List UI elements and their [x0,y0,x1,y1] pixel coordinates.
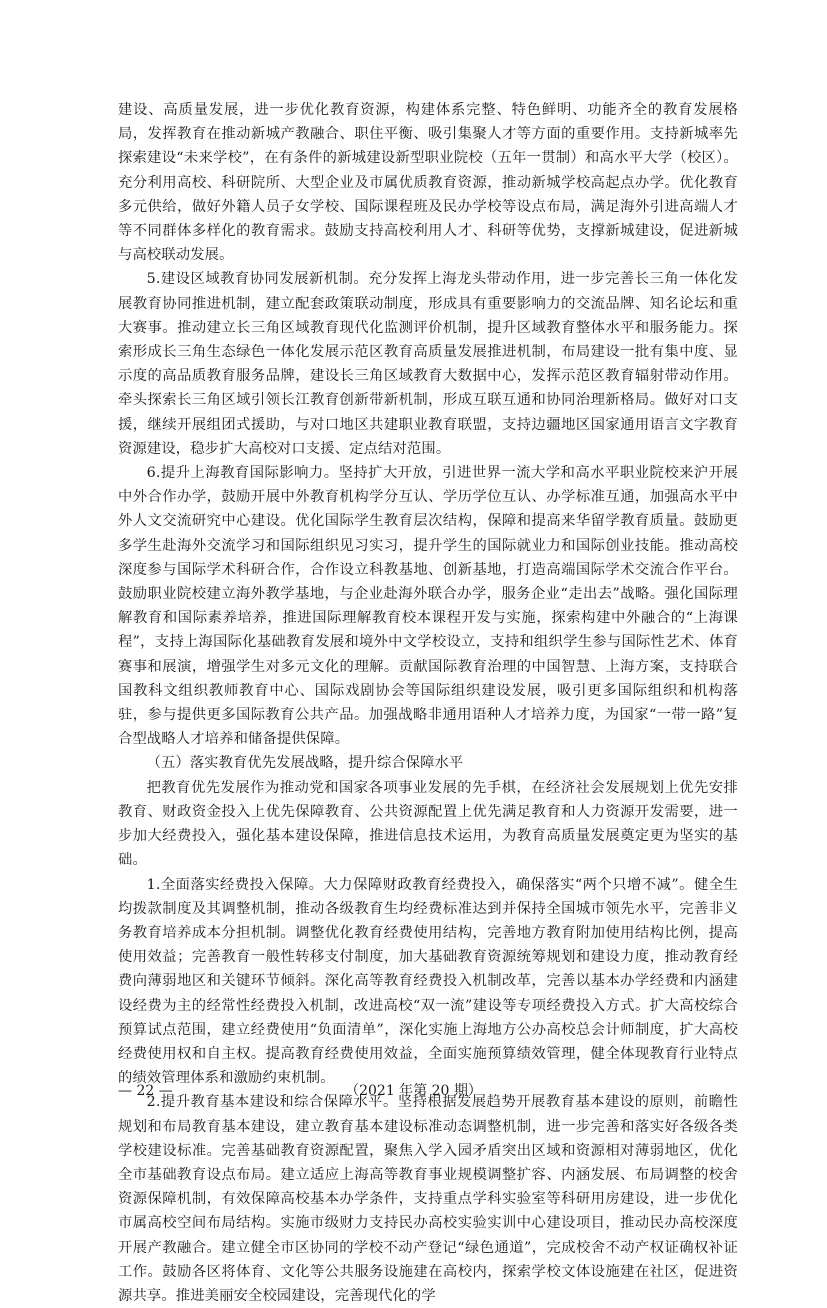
page-body [118,98,738,1308]
paragraph-item-1: 1.全面落实经费投入保障。大力保障财政教育经费投入，确保落实“两个只增不减”。健全生均拨款制度及其调整机制，推动各级教育生均经费标准达到并保持全国城市领先水平，完善非义务教育培养成本分担机制。调整优化教育经费使用结构，完善地方教育附加使用结构比例，提高使用效益；完善教育一般性转移支付制度，加大基础教育资源统筹规划和建设力度，推动教育经费向薄弱地区和关键环节倾斜。深化高等教育经费投入机制改革，完善以基本办学经费和内涵建设经费为主的经常性经费投入机制，改进高校“双一流”建设等专项经费投入方式。扩大高校综合预算试点范围，建立经费使用“负面清单”，深化实施上海地方公办高校总会计师制度，扩大高校经费使用权和自主权。提高教育经费使用效益，全面实施预算绩效管理，健全体现教育行业特点的绩效管理体系和激励约束机制。 [118,876,738,1087]
paragraph-continued: 建设、高质量发展，进一步优化教育资源，构建体系完整、特色鲜明、功能齐全的教育发展格局，发挥教育在推动新城产教融合、职住平衡、吸引集聚人才等方面的重要作用。支持新城率先探索建设“未来学校”，在有条件的新城建设新型职业院校（五年一贯制）和高水平大学（校区）。充分利用高校、科研院所、大型企业及市属优质教育资源，推动新城学校高起点办学。优化教育多元供给，做好外籍人员子女学校、国际课程班及民办学校等设点布局，满足海外引进高端人才等不同群体多样化的教育需求。鼓励支持高校利用人才、科研等优势，支撑新城建设，促进新城与高校联动发展。 [118,102,738,264]
section-heading: （五）落实教育优先发展战略，提升综合保障水平 [146,755,464,772]
page-number: — 22 — [118,1083,173,1099]
paragraph-item-6: 6.提升上海教育国际影响力。坚持扩大开放，引进世界一流大学和高水平职业院校来沪开展中外合作办学，鼓励开展中外教育机构学分互认、学历学位互认、办学标准互通，加强高水平中外人文交流研究中心建设。优化国际学生教育层次结构，保障和提高来华留学教育质量。鼓励更多学生赴海外交流学习和国际组织见习实习，提升学生的国际就业力和国际创业技能。推动高校深度参与国际学术科研合作，合作设立科教基地、创新基地，打造高端国际学术交流合作平台。鼓励职业院校建立海外教学基地，与企业赴海外联合办学，服务企业“走出去”战略。强化国际理解教育和国际素养培养，推进国际理解教育校本课程开发与实施，探索构建中外融合的“上海课程”，支持上海国际化基础教育发展和境外中文学校设立，支持和组织学生参与国际性艺术、体育赛事和展演，增强学生对多元文化的理解。贡献国际教育治理的中国智慧、上海方案，支持联合国教科文组织教师教育中心、国际戏剧协会等国际组织建设发展，吸引更多国际组织和机构落驻，参与提供更多国际教育公共产品。加强战略非通用语种人才培养力度，为国家“一带一路”复合型战略人才培养和储备提供保障。 [118,465,738,748]
paragraph-section-intro: 把教育优先发展作为推动党和国家各项事业发展的先手棋，在经济社会发展规划上优先安排教育、财政资金投入上优先保障教育、公共资源配置上优先满足教育和人力资源开发需要，进一步加大经费投入，强化基本建设保障，推进信息技术运用，为教育高质量发展奠定更为坚实的基础。 [118,779,738,869]
page-footer [0,1079,827,1103]
paragraph-item-5: 5.建设区域教育协同发展新机制。充分发挥上海龙头带动作用，进一步完善长三角一体化发展教育协同推进机制，建立配套政策联动制度，形成具有重要影响力的交流品牌、知名论坛和重大赛事。推动建立长三角区域教育现代化监测评价机制，提升区域教育整体水平和服务能力。探索形成长三角生态绿色一体化发展示范区教育高质量发展推进机制，布局建设一批有集中度、显示度的高品质教育服务品牌，建设长三角区域教育大数据中心，发挥示范区教育辐射带动作用。牵头探索长三角区域引领长江教育创新带新机制，形成互联互通和协同治理新格局。做好对口支援，继续开展组团式援助，与对口地区共建职业教育联盟，支持边疆地区国家通用语言文字教育资源建设，稳步扩大高校对口支援、定点结对范围。 [118,271,738,457]
paragraph-item-2: 2.提升教育基本建设和综合保障水平。坚持根据发展趋势开展教育基本建设的原则，前瞻性规划和布局教育基本建设，建立教育基本建设标准动态调整机制，进一步完善和落实好各级各类学校建设标准。完善基础教育资源配置，聚焦入学入园矛盾突出区域和资源相对薄弱地区，优化全市基础教育设点布局。建立适应上海高等教育事业规模调整扩容、内涵发展、布局调整的校舍资源保障机制，有效保障高校基本办学条件，支持重点学科实验室等科研用房建设，进一步优化市属高校空间布局结构。实施市级财力支持民办高校实验实训中心建设项目，推动民办高校深度开展产教融合。建立健全市区协同的学校不动产登记“绿色通道”，完成校舍不动产权证确权补证工作。鼓励各区将体育、文化等公共服务设施建在高校内，探索学校文体设施建在社区，促进资源共享。推进美丽安全校园建设，完善现代化的学 [118,1094,738,1304]
issue-label: （2021 年第 20 期） [345,1083,482,1099]
